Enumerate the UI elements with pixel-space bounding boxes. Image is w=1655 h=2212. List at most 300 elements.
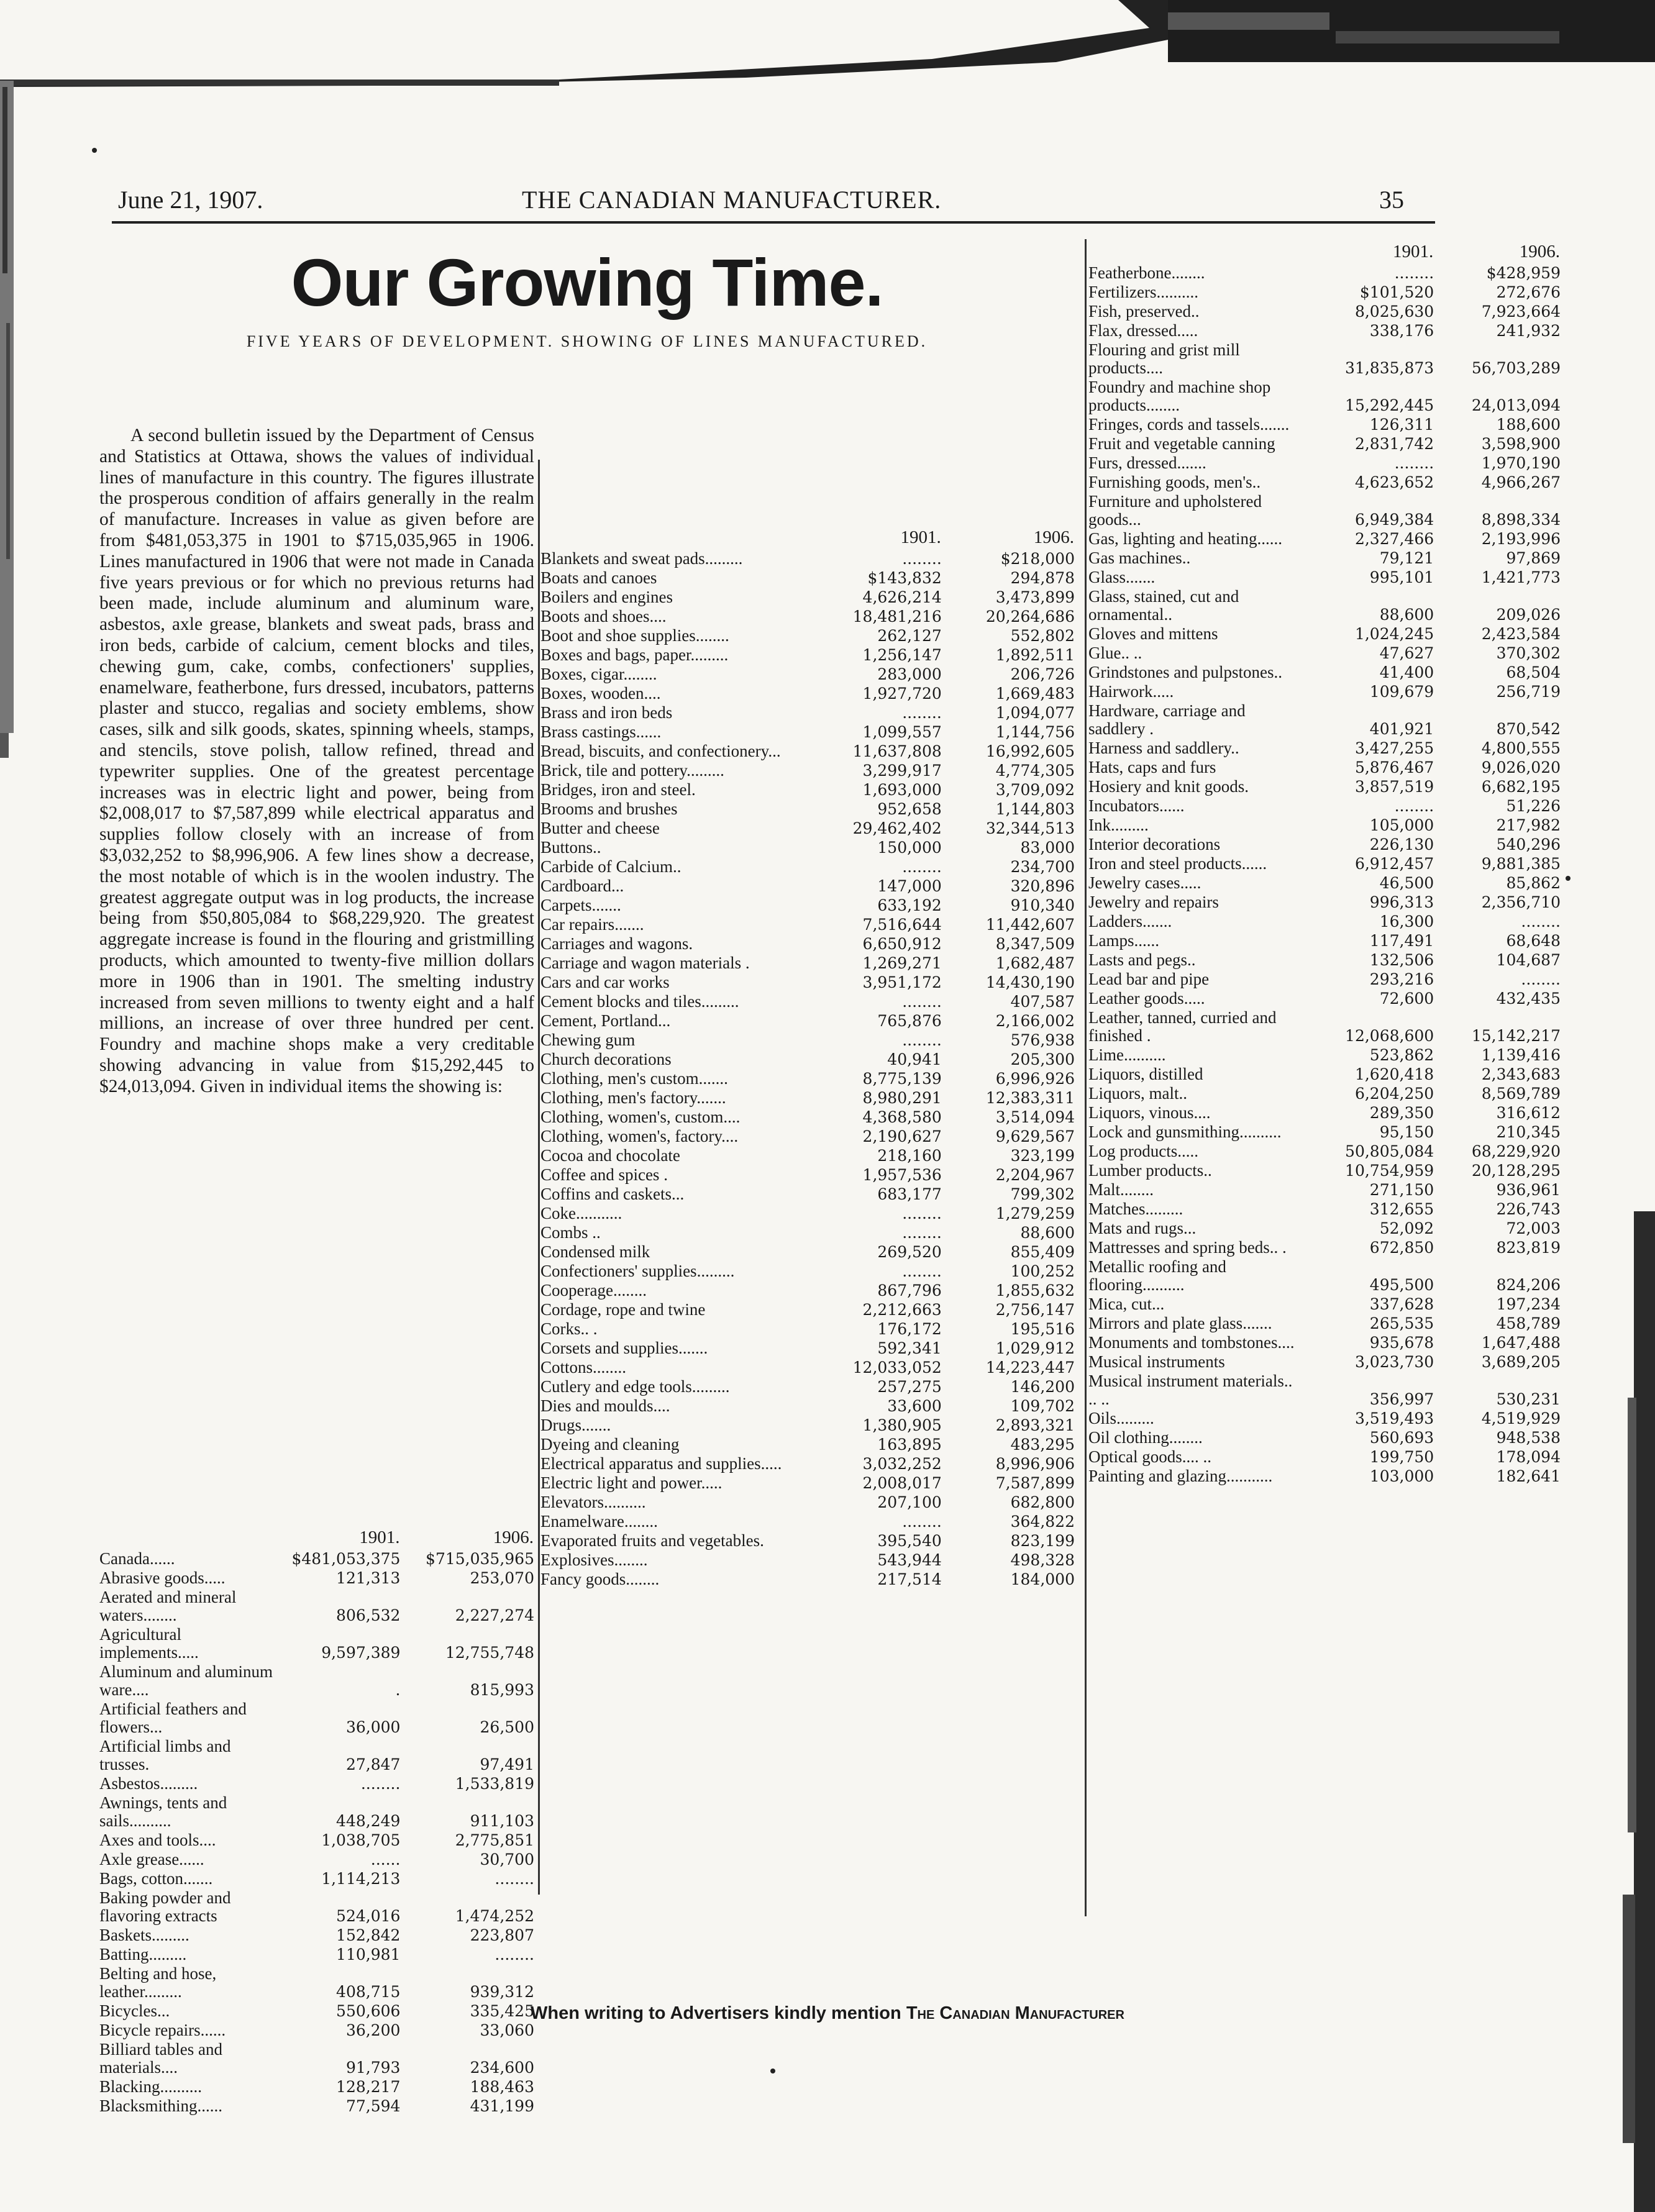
table-row: [99, 1888, 534, 1926]
value-1906: 195,516: [1010, 1320, 1075, 1338]
table-row: [540, 1570, 1075, 1589]
value-1906: 1,094,077: [995, 704, 1075, 722]
value-1901: $481,053,375: [291, 1550, 401, 1568]
table-row: [540, 780, 1075, 799]
value-1906: 16,992,605: [985, 742, 1075, 760]
row-label: Bicycle repairs......: [99, 2021, 226, 2039]
value-1906: ........: [1521, 970, 1561, 988]
value-1901: 121,313: [336, 1569, 401, 1587]
value-1901: 395,540: [877, 1532, 942, 1550]
table-row: [1088, 931, 1561, 950]
table-row: [540, 761, 1075, 780]
table-row: [1088, 548, 1561, 568]
row-label: Enamelware........: [540, 1512, 658, 1531]
row-label: Blacksmithing......: [99, 2096, 222, 2115]
row-label: Liquors, vinous....: [1088, 1103, 1211, 1122]
row-label: Fish, preserved..: [1088, 302, 1200, 321]
year-1906-header: 1906.: [493, 1527, 534, 1547]
value-1901: 4,368,580: [862, 1108, 942, 1126]
row-label: Carbide of Calcium..: [540, 857, 682, 876]
value-1901: 271,150: [1369, 1181, 1434, 1199]
value-1901: 128,217: [336, 2078, 401, 2096]
row-label: Buttons..: [540, 838, 601, 857]
row-label: Grindstones and pulpstones..: [1088, 663, 1282, 681]
row-label: Agricultural implements.....: [99, 1625, 199, 1662]
value-1901: 867,796: [877, 1281, 942, 1299]
value-1901: 6,204,250: [1354, 1085, 1434, 1103]
value-1906: 182,641: [1496, 1467, 1561, 1485]
value-1906: 2,166,002: [995, 1012, 1075, 1030]
table-header-row: [540, 528, 1075, 549]
value-1906: 3,689,205: [1481, 1353, 1561, 1371]
row-label: Abrasive goods.....: [99, 1568, 226, 1587]
row-label: Lamps......: [1088, 931, 1159, 950]
value-1906: ........: [495, 1870, 534, 1888]
table-row: [540, 1416, 1075, 1435]
table-row: [1088, 1008, 1561, 1045]
table-row: [540, 1011, 1075, 1031]
value-1906: 15,142,217: [1471, 1027, 1561, 1045]
row-label: Oils.........: [1088, 1409, 1154, 1427]
value-1901: 15,292,445: [1345, 396, 1434, 414]
value-1906: 1,533,819: [455, 1775, 534, 1793]
table-row: [1088, 1122, 1561, 1142]
row-label: Coffins and caskets...: [540, 1185, 685, 1203]
value-1906: 407,587: [1010, 993, 1075, 1011]
value-1901: .: [395, 1681, 401, 1699]
value-1901: 199,750: [1369, 1448, 1434, 1466]
row-label: Billiard tables and materials....: [99, 2040, 222, 2077]
value-1906: 1,421,773: [1481, 568, 1561, 586]
row-label: Liquors, distilled: [1088, 1065, 1203, 1083]
value-1901: 289,350: [1369, 1104, 1434, 1122]
table-row: [540, 1242, 1075, 1262]
row-label: Leather goods.....: [1088, 989, 1205, 1008]
table-row: [1088, 912, 1561, 931]
running-head: [93, 180, 1448, 217]
row-label: Metallic roofing and flooring..........: [1088, 1257, 1226, 1294]
table-row: [1088, 1084, 1561, 1103]
scan-edge-bar: [0, 0, 1655, 93]
table-row: [99, 1869, 534, 1888]
table-row: [540, 568, 1075, 588]
row-label: Corsets and supplies.......: [540, 1339, 708, 1357]
value-1901: ........: [1394, 454, 1434, 472]
value-1901: 338,176: [1369, 322, 1434, 340]
row-label: Jewelry and repairs: [1088, 893, 1219, 911]
value-1901: ........: [902, 1031, 942, 1049]
value-1901: 543,944: [877, 1551, 942, 1569]
table-row: [1088, 1314, 1561, 1333]
value-1906: $218,000: [1000, 550, 1075, 568]
value-1906: 3,514,094: [995, 1108, 1075, 1126]
table-header-row: [1088, 242, 1561, 263]
row-label: Boxes, cigar........: [540, 665, 657, 683]
value-1906: 316,612: [1496, 1104, 1561, 1122]
value-1906: 823,199: [1010, 1532, 1075, 1550]
table-row: [1088, 758, 1561, 777]
value-1901: 3,857,519: [1354, 778, 1434, 796]
value-1906: 2,756,147: [995, 1301, 1075, 1319]
row-label: Coke...........: [540, 1204, 622, 1222]
row-label: Cottons........: [540, 1358, 627, 1377]
table-row: [1088, 434, 1561, 453]
value-1901: 283,000: [877, 665, 942, 683]
row-label: Cement, Portland...: [540, 1011, 671, 1030]
scan-speck: [1566, 876, 1571, 881]
row-label: Gas, lighting and heating......: [1088, 529, 1282, 548]
value-1901: 269,520: [877, 1243, 942, 1261]
table-row: [540, 1165, 1075, 1185]
article-subtitle: FIVE YEARS OF DEVELOPMENT. SHOWING OF LINES MANUFACTURED.: [246, 332, 928, 350]
value-1901: 11,637,808: [852, 742, 942, 760]
row-label: Cars and car works: [540, 973, 670, 991]
value-1901: 226,130: [1369, 835, 1434, 853]
table-row: [540, 1358, 1075, 1377]
value-1901: ........: [902, 1204, 942, 1222]
value-1901: 12,033,052: [852, 1359, 942, 1377]
row-label: Fringes, cords and tassels.......: [1088, 415, 1290, 434]
value-1901: 1,038,705: [321, 1831, 401, 1849]
table-row: [1088, 989, 1561, 1008]
row-label: Canada......: [99, 1549, 175, 1568]
table-row: [540, 819, 1075, 838]
row-label: Dyeing and cleaning: [540, 1435, 680, 1454]
value-1906: 109,702: [1010, 1397, 1075, 1415]
table-row: [540, 1339, 1075, 1358]
value-1901: 103,000: [1369, 1467, 1434, 1485]
table-row: [540, 1088, 1075, 1108]
value-1901: 3,299,917: [862, 762, 942, 780]
value-1901: 401,921: [1369, 720, 1434, 738]
value-1901: 952,658: [877, 800, 942, 818]
value-1906: 100,252: [1010, 1262, 1075, 1280]
value-1901: 257,275: [877, 1378, 942, 1396]
value-1906: 2,356,710: [1481, 893, 1561, 911]
table-row: [1088, 1219, 1561, 1238]
table-row: [1088, 739, 1561, 758]
table-row: [540, 1031, 1075, 1050]
table-row: [99, 1625, 534, 1662]
row-label: Awnings, tents and sails..........: [99, 1793, 227, 1830]
footer-text: When writing to Advertisers kindly mention: [531, 2003, 906, 2023]
table-row: [540, 1146, 1075, 1165]
page-number: 35: [1379, 186, 1404, 214]
value-1901: ........: [902, 993, 942, 1011]
year-1906-header: 1906.: [1519, 242, 1560, 262]
value-1901: 77,594: [345, 2097, 401, 2115]
table-row: [1088, 1238, 1561, 1257]
value-1906: 33,060: [480, 2021, 534, 2039]
value-1906: 936,961: [1496, 1181, 1561, 1199]
value-1901: 163,895: [877, 1436, 942, 1454]
table-row: [540, 1204, 1075, 1223]
table-row: [540, 1454, 1075, 1473]
value-1906: 253,070: [470, 1569, 534, 1587]
table-row: [540, 934, 1075, 954]
value-1906: 206,726: [1010, 665, 1075, 683]
value-1906: 530,231: [1496, 1390, 1561, 1408]
table-row: [540, 992, 1075, 1011]
row-label: Electrical apparatus and supplies.....: [540, 1454, 782, 1473]
table-row: [1088, 492, 1561, 529]
value-1906: 97,491: [480, 1755, 534, 1773]
row-label: Coffee and spices .: [540, 1165, 668, 1184]
value-1901: 52,092: [1379, 1219, 1434, 1237]
row-label: Matches.........: [1088, 1199, 1183, 1218]
value-1901: 16,300: [1379, 913, 1434, 931]
table-row: [540, 857, 1075, 876]
value-1906: 68,648: [1506, 932, 1561, 950]
row-label: Condensed milk: [540, 1242, 650, 1261]
value-1901: 1,693,000: [862, 781, 942, 799]
table-row: [1088, 568, 1561, 587]
value-1906: 1,970,190: [1481, 454, 1561, 472]
row-label: Boxes, wooden....: [540, 684, 661, 703]
stats-table-3: [1088, 242, 1561, 1486]
table-row: [1088, 796, 1561, 816]
value-1906: 223,807: [470, 1926, 534, 1944]
value-1901: 592,341: [877, 1339, 942, 1357]
row-label: Gas machines..: [1088, 548, 1191, 567]
row-label: Furs, dressed.......: [1088, 453, 1206, 472]
value-1901: 8,775,139: [862, 1070, 942, 1088]
table-row: [1088, 1065, 1561, 1084]
value-1901: 550,606: [336, 2002, 401, 2020]
value-1901: 3,427,255: [1354, 739, 1434, 757]
value-1906: 188,463: [470, 2078, 534, 2096]
row-label: Boilers and engines: [540, 588, 673, 606]
row-label: Foundry and machine shop products........: [1088, 378, 1271, 414]
value-1901: 293,216: [1369, 970, 1434, 988]
row-label: Lumber products..: [1088, 1161, 1212, 1180]
value-1906: 85,862: [1506, 874, 1561, 892]
value-1906: 104,687: [1496, 951, 1561, 969]
value-1901: 36,200: [345, 2021, 401, 2039]
year-1901-header: 1901.: [359, 1527, 400, 1547]
value-1901: 337,628: [1369, 1295, 1434, 1313]
row-label: Carpets.......: [540, 896, 621, 914]
table-row: [540, 1377, 1075, 1396]
value-1901: 132,506: [1369, 951, 1434, 969]
table-row: [1088, 1333, 1561, 1352]
value-1906: 2,193,996: [1481, 530, 1561, 548]
table-row: [1088, 950, 1561, 970]
table-row: [1088, 263, 1561, 283]
value-1906: 824,206: [1496, 1276, 1561, 1294]
value-1906: 498,328: [1010, 1551, 1075, 1569]
row-label: Boot and shoe supplies........: [540, 626, 729, 645]
value-1906: 83,000: [1020, 839, 1075, 857]
row-label: Cardboard...: [540, 876, 624, 895]
table-row: [1088, 816, 1561, 835]
table-row: [99, 1549, 534, 1568]
value-1901: 3,023,730: [1354, 1353, 1434, 1371]
table-row: [1088, 1372, 1561, 1409]
table-row: [1088, 1447, 1561, 1467]
value-1906: 458,789: [1496, 1314, 1561, 1332]
table-row: [99, 1662, 534, 1700]
value-1906: 4,519,929: [1481, 1409, 1561, 1427]
row-label: Optical goods.... ..: [1088, 1447, 1211, 1466]
value-1901: 29,462,402: [852, 819, 942, 837]
value-1901: 33,600: [887, 1397, 942, 1415]
value-1901: 1,620,418: [1354, 1065, 1434, 1083]
value-1906: 432,435: [1496, 990, 1561, 1008]
value-1906: 1,144,803: [995, 800, 1075, 818]
table-row: [99, 1568, 534, 1588]
table-row: [540, 703, 1075, 722]
value-1901: 207,100: [877, 1493, 942, 1511]
value-1901: $101,520: [1359, 283, 1434, 301]
row-label: Lock and gunsmithing..........: [1088, 1122, 1282, 1141]
row-label: Jewelry cases.....: [1088, 873, 1201, 892]
value-1906: 9,629,567: [995, 1127, 1075, 1145]
value-1906: 540,296: [1496, 835, 1561, 853]
row-label: Electric light and power.....: [540, 1473, 723, 1492]
advertiser-footer: [0, 2003, 1655, 2024]
value-1906: 6,996,926: [995, 1070, 1075, 1088]
table-row: [540, 1493, 1075, 1512]
value-1901: 218,160: [877, 1147, 942, 1165]
value-1901: 27,847: [345, 1755, 401, 1773]
value-1906: 97,869: [1506, 549, 1561, 567]
value-1906: 1,279,259: [995, 1204, 1075, 1222]
table-row: [1088, 1161, 1561, 1180]
row-label: Cement blocks and tiles.........: [540, 992, 739, 1011]
table-row: [540, 665, 1075, 684]
row-label: Brooms and brushes: [540, 799, 678, 818]
value-1906: 24,013,094: [1471, 396, 1561, 414]
row-label: Combs ..: [540, 1223, 601, 1242]
value-1906: 799,302: [1010, 1185, 1075, 1203]
row-label: Blankets and sweat pads.........: [540, 549, 743, 568]
table-row: [540, 645, 1075, 665]
table-row: [540, 1050, 1075, 1069]
row-label: Asbestos.........: [99, 1774, 198, 1793]
value-1906: 682,800: [1010, 1493, 1075, 1511]
value-1901: 1,927,720: [862, 685, 942, 703]
value-1906: 20,264,686: [985, 608, 1075, 626]
row-label: Ladders.......: [1088, 912, 1172, 931]
table-row: [540, 1069, 1075, 1088]
row-label: Boxes and bags, paper.........: [540, 645, 729, 664]
value-1901: 176,172: [877, 1320, 942, 1338]
table-row: [1088, 302, 1561, 321]
value-1906: 205,300: [1010, 1050, 1075, 1068]
table-row: [1088, 777, 1561, 796]
value-1901: 7,516,644: [862, 916, 942, 934]
value-1906: 2,893,321: [995, 1416, 1075, 1434]
value-1901: 1,957,536: [862, 1166, 942, 1184]
row-label: Mica, cut...: [1088, 1295, 1165, 1313]
value-1906: 217,982: [1496, 816, 1561, 834]
scan-edge-right: [1623, 1211, 1655, 2212]
table-row: [99, 1700, 534, 1737]
value-1901: 1,099,557: [862, 723, 942, 741]
table-row: [540, 1512, 1075, 1531]
value-1906: 12,383,311: [985, 1089, 1075, 1107]
row-label: Furniture and upholstered goods...: [1088, 492, 1262, 529]
row-label: Evaporated fruits and vegetables.: [540, 1531, 764, 1550]
row-label: Explosives........: [540, 1550, 648, 1569]
value-1906: 910,340: [1010, 896, 1075, 914]
stats-table-2: [540, 528, 1075, 1589]
value-1906: 2,343,683: [1481, 1065, 1561, 1083]
table-row: [1088, 473, 1561, 492]
table-row: [540, 1281, 1075, 1300]
row-label: Corks.. .: [540, 1319, 598, 1338]
row-label: Gloves and mittens: [1088, 624, 1218, 643]
value-1906: 294,878: [1010, 569, 1075, 587]
row-label: Glue.. ..: [1088, 644, 1142, 662]
table-row: [540, 742, 1075, 761]
value-1906: 4,966,267: [1481, 473, 1561, 491]
row-label: Musical instruments: [1088, 1352, 1225, 1371]
value-1901: ......: [370, 1850, 401, 1868]
value-1906: 483,295: [1010, 1436, 1075, 1454]
table-row: [99, 1588, 534, 1625]
table-row: [1088, 701, 1561, 739]
value-1906: 4,774,305: [995, 762, 1075, 780]
value-1906: 14,430,190: [985, 973, 1075, 991]
table-row: [540, 1435, 1075, 1454]
table-row: [1088, 854, 1561, 873]
row-label: Baskets.........: [99, 1926, 189, 1944]
value-1901: 152,842: [336, 1926, 401, 1944]
row-label: Mattresses and spring beds.. .: [1088, 1238, 1287, 1257]
row-label: Fancy goods........: [540, 1570, 660, 1588]
value-1901: 265,535: [1369, 1314, 1434, 1332]
value-1901: 683,177: [877, 1185, 942, 1203]
table-row: [540, 1127, 1075, 1146]
column-rule-1: [538, 460, 540, 1895]
table-row: [1088, 644, 1561, 663]
table-row: [540, 1531, 1075, 1550]
table-row: [99, 1945, 534, 1964]
row-label: Interior decorations: [1088, 835, 1221, 853]
row-label: Boats and canoes: [540, 568, 657, 587]
year-1906-header: 1906.: [1033, 527, 1074, 547]
row-label: Monuments and tombstones....: [1088, 1333, 1295, 1352]
value-1901: ........: [902, 1513, 942, 1531]
table-row: [1088, 1467, 1561, 1486]
value-1906: 68,229,920: [1471, 1142, 1561, 1160]
row-label: Hats, caps and furs: [1088, 758, 1216, 776]
table-row: [540, 1262, 1075, 1281]
row-label: Cutlery and edge tools.........: [540, 1377, 730, 1396]
value-1906: 184,000: [1010, 1570, 1075, 1588]
row-label: Mirrors and plate glass.......: [1088, 1314, 1272, 1332]
value-1901: 8,025,630: [1354, 303, 1434, 321]
value-1901: 408,715: [336, 1983, 401, 2001]
value-1901: 36,000: [345, 1718, 401, 1736]
value-1906: ........: [1521, 913, 1561, 931]
table-row: [540, 1319, 1075, 1339]
value-1901: ........: [1394, 264, 1434, 282]
column-rule-2: [1085, 239, 1087, 1916]
value-1906: 210,345: [1496, 1123, 1561, 1141]
value-1906: 1,139,416: [1481, 1046, 1561, 1064]
value-1906: 552,802: [1010, 627, 1075, 645]
value-1901: 18,481,216: [852, 608, 942, 626]
row-label: Elevators..........: [540, 1493, 646, 1511]
value-1906: 234,600: [470, 2059, 534, 2077]
value-1906: 823,819: [1496, 1239, 1561, 1257]
table-row: [1088, 970, 1561, 989]
value-1906: 272,676: [1496, 283, 1561, 301]
value-1901: 1,024,245: [1354, 625, 1434, 643]
